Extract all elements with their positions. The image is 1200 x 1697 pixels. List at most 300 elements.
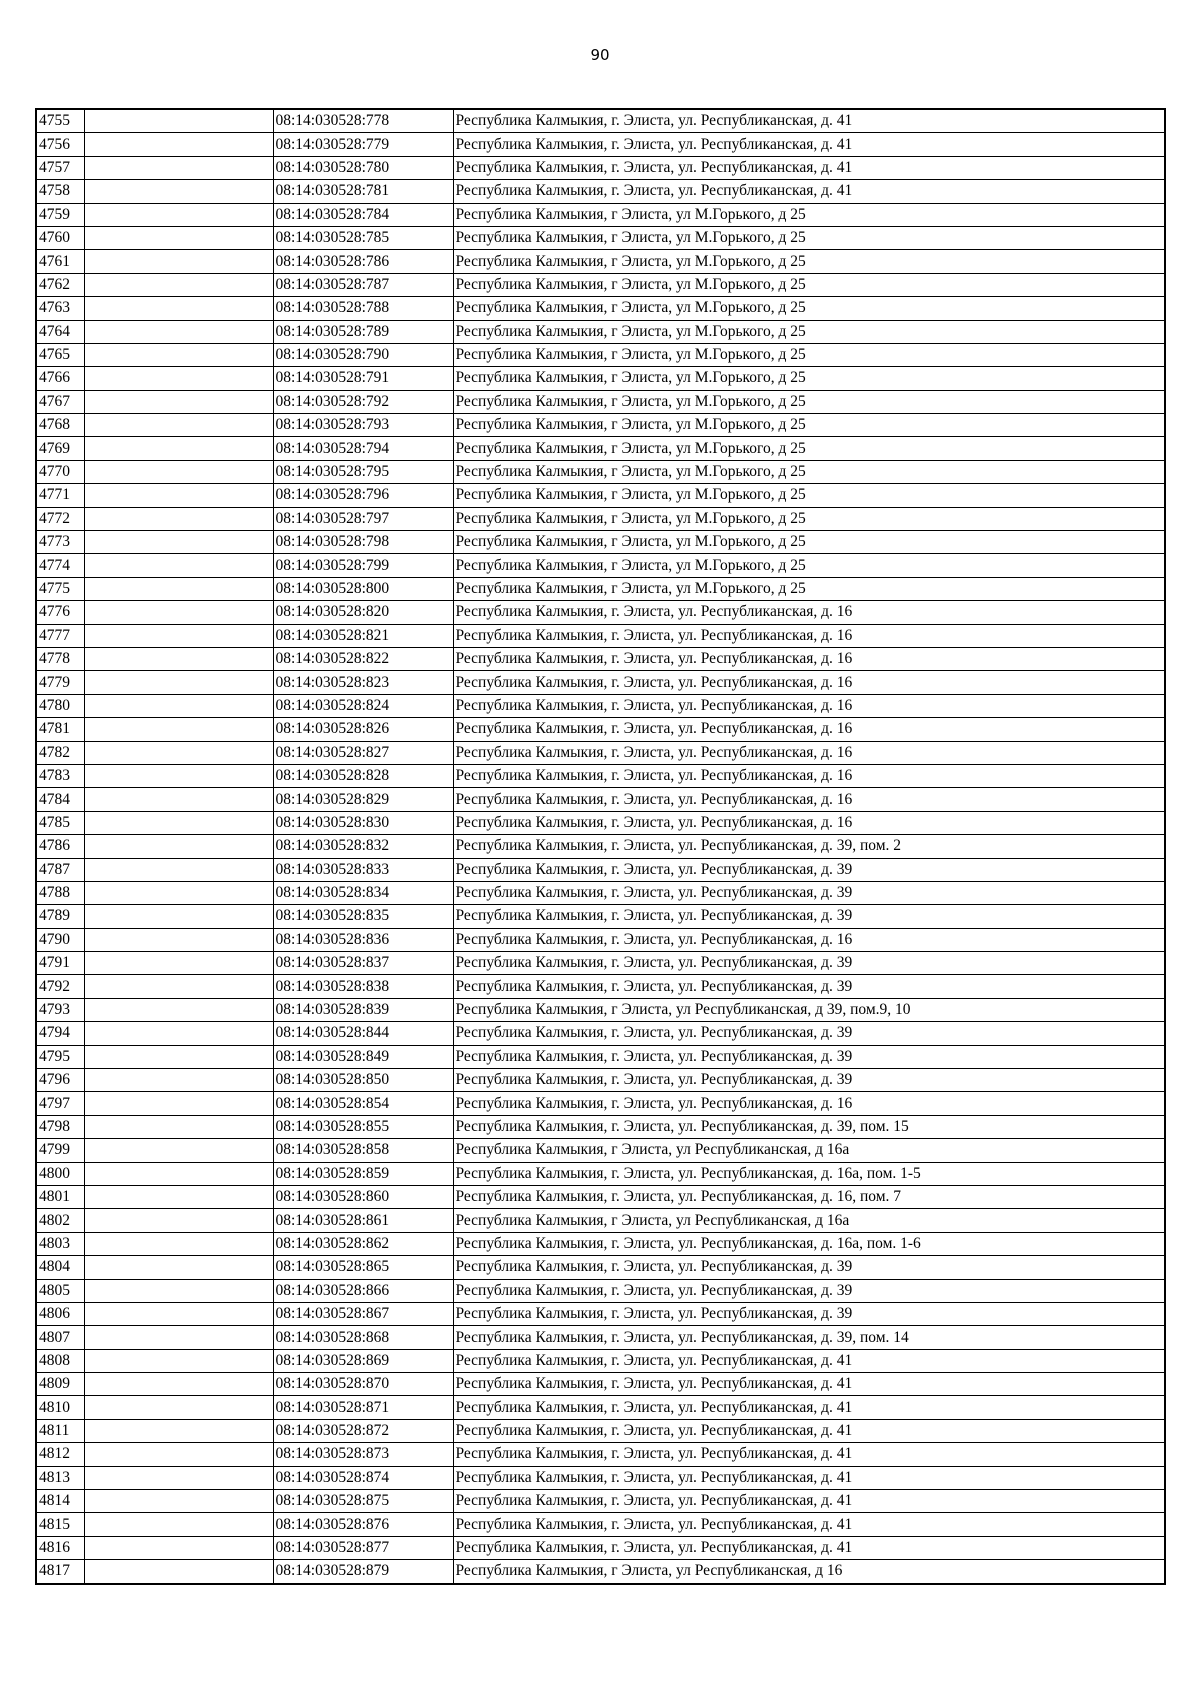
cadastral-number-cell: 08:14:030528:826: [273, 718, 453, 741]
cadastral-number-cell: 08:14:030528:820: [273, 601, 453, 624]
row-number-cell: 4773: [36, 531, 84, 554]
row-number-cell: 4788: [36, 881, 84, 904]
address-cell: Республика Калмыкия, г. Элиста, ул. Республиканская, д. 16: [453, 647, 1165, 670]
cadastral-number-cell: 08:14:030528:869: [273, 1349, 453, 1372]
table-row: [36, 437, 1165, 460]
row-number-cell: 4767: [36, 390, 84, 413]
row-number-cell: 4816: [36, 1536, 84, 1559]
blank-cell: [84, 437, 273, 460]
blank-cell: [84, 133, 273, 156]
blank-cell: [84, 390, 273, 413]
cadastral-number-cell: 08:14:030528:860: [273, 1185, 453, 1208]
blank-cell: [84, 109, 273, 133]
row-number-cell: 4793: [36, 998, 84, 1021]
row-number-cell: 4756: [36, 133, 84, 156]
row-number-cell: 4758: [36, 180, 84, 203]
address-cell: Республика Калмыкия, г Элиста, ул М.Горького, д 25: [453, 414, 1165, 437]
address-cell: Республика Калмыкия, г Элиста, ул М.Горького, д 25: [453, 484, 1165, 507]
cadastral-number-cell: 08:14:030528:858: [273, 1139, 453, 1162]
row-number-cell: 4791: [36, 952, 84, 975]
blank-cell: [84, 811, 273, 834]
address-cell: Республика Калмыкия, г. Элиста, ул. Республиканская, д. 39: [453, 952, 1165, 975]
cadastral-number-cell: 08:14:030528:838: [273, 975, 453, 998]
row-number-cell: 4785: [36, 811, 84, 834]
blank-cell: [84, 577, 273, 600]
blank-cell: [84, 1513, 273, 1536]
blank-cell: [84, 297, 273, 320]
row-number-cell: 4801: [36, 1185, 84, 1208]
table-row: [36, 764, 1165, 787]
blank-cell: [84, 1232, 273, 1255]
cadastral-number-cell: 08:14:030528:797: [273, 507, 453, 530]
address-cell: Республика Калмыкия, г. Элиста, ул. Республиканская, д. 41: [453, 1536, 1165, 1559]
row-number-cell: 4769: [36, 437, 84, 460]
table-row: [36, 694, 1165, 717]
row-number-cell: 4806: [36, 1302, 84, 1325]
row-number-cell: 4803: [36, 1232, 84, 1255]
row-number-cell: 4770: [36, 460, 84, 483]
row-number-cell: 4761: [36, 250, 84, 273]
table-row: [36, 343, 1165, 366]
table-row: [36, 320, 1165, 343]
registry-table: [35, 108, 1166, 1585]
blank-cell: [84, 694, 273, 717]
address-cell: Республика Калмыкия, г. Элиста, ул. Республиканская, д. 16: [453, 928, 1165, 951]
row-number-cell: 4813: [36, 1466, 84, 1489]
registry-table-body: [36, 109, 1165, 1584]
table-row: [36, 1536, 1165, 1559]
table-row: [36, 1490, 1165, 1513]
cadastral-number-cell: 08:14:030528:868: [273, 1326, 453, 1349]
cadastral-number-cell: 08:14:030528:792: [273, 390, 453, 413]
blank-cell: [84, 741, 273, 764]
cadastral-number-cell: 08:14:030528:781: [273, 180, 453, 203]
address-cell: Республика Калмыкия, г. Элиста, ул. Республиканская, д. 16: [453, 694, 1165, 717]
blank-cell: [84, 1536, 273, 1559]
table-row: [36, 1209, 1165, 1232]
blank-cell: [84, 507, 273, 530]
row-number-cell: 4779: [36, 671, 84, 694]
address-cell: Республика Калмыкия, г Элиста, ул М.Горького, д 25: [453, 343, 1165, 366]
row-number-cell: 4790: [36, 928, 84, 951]
table-row: [36, 1162, 1165, 1185]
cadastral-number-cell: 08:14:030528:800: [273, 577, 453, 600]
table-row: [36, 881, 1165, 904]
cadastral-number-cell: 08:14:030528:796: [273, 484, 453, 507]
blank-cell: [84, 1279, 273, 1302]
address-cell: Республика Калмыкия, г Элиста, ул М.Горького, д 25: [453, 367, 1165, 390]
table-row: [36, 577, 1165, 600]
table-row: [36, 998, 1165, 1021]
page-number: 90: [590, 46, 610, 64]
address-cell: Республика Калмыкия, г. Элиста, ул. Республиканская, д. 16а, пом. 1-5: [453, 1162, 1165, 1185]
address-cell: Республика Калмыкия, г. Элиста, ул. Республиканская, д. 41: [453, 1396, 1165, 1419]
cadastral-number-cell: 08:14:030528:794: [273, 437, 453, 460]
blank-cell: [84, 788, 273, 811]
cadastral-number-cell: 08:14:030528:822: [273, 647, 453, 670]
row-number-cell: 4762: [36, 273, 84, 296]
blank-cell: [84, 928, 273, 951]
row-number-cell: 4777: [36, 624, 84, 647]
blank-cell: [84, 718, 273, 741]
table-row: [36, 1326, 1165, 1349]
table-row: [36, 1560, 1165, 1584]
table-row: [36, 1256, 1165, 1279]
cadastral-number-cell: 08:14:030528:879: [273, 1560, 453, 1584]
cadastral-number-cell: 08:14:030528:862: [273, 1232, 453, 1255]
row-number-cell: 4778: [36, 647, 84, 670]
address-cell: Республика Калмыкия, г Элиста, ул Республиканская, д 16а: [453, 1209, 1165, 1232]
address-cell: Республика Калмыкия, г. Элиста, ул. Республиканская, д. 39: [453, 1022, 1165, 1045]
address-cell: Республика Калмыкия, г Элиста, ул М.Горького, д 25: [453, 507, 1165, 530]
table-row: [36, 484, 1165, 507]
cadastral-number-cell: 08:14:030528:836: [273, 928, 453, 951]
cadastral-number-cell: 08:14:030528:873: [273, 1443, 453, 1466]
table-row: [36, 975, 1165, 998]
blank-cell: [84, 554, 273, 577]
cadastral-number-cell: 08:14:030528:850: [273, 1069, 453, 1092]
address-cell: Республика Калмыкия, г. Элиста, ул. Республиканская, д. 41: [453, 1443, 1165, 1466]
blank-cell: [84, 1396, 273, 1419]
table-row: [36, 1232, 1165, 1255]
blank-cell: [84, 835, 273, 858]
row-number-cell: 4774: [36, 554, 84, 577]
cadastral-number-cell: 08:14:030528:785: [273, 226, 453, 249]
blank-cell: [84, 203, 273, 226]
row-number-cell: 4772: [36, 507, 84, 530]
row-number-cell: 4771: [36, 484, 84, 507]
address-cell: Республика Калмыкия, г Элиста, ул М.Горького, д 25: [453, 226, 1165, 249]
table-row: [36, 1115, 1165, 1138]
row-number-cell: 4811: [36, 1419, 84, 1442]
row-number-cell: 4760: [36, 226, 84, 249]
cadastral-number-cell: 08:14:030528:832: [273, 835, 453, 858]
cadastral-number-cell: 08:14:030528:877: [273, 1536, 453, 1559]
cadastral-number-cell: 08:14:030528:870: [273, 1373, 453, 1396]
address-cell: Республика Калмыкия, г. Элиста, ул. Республиканская, д. 39, пом. 15: [453, 1115, 1165, 1138]
table-row: [36, 718, 1165, 741]
blank-cell: [84, 1349, 273, 1372]
address-cell: Республика Калмыкия, г. Элиста, ул. Республиканская, д. 16: [453, 764, 1165, 787]
table-row: [36, 1466, 1165, 1489]
address-cell: Республика Калмыкия, г. Элиста, ул. Республиканская, д. 16: [453, 671, 1165, 694]
table-row: [36, 554, 1165, 577]
row-number-cell: 4805: [36, 1279, 84, 1302]
cadastral-number-cell: 08:14:030528:849: [273, 1045, 453, 1068]
blank-cell: [84, 273, 273, 296]
cadastral-number-cell: 08:14:030528:798: [273, 531, 453, 554]
row-number-cell: 4784: [36, 788, 84, 811]
row-number-cell: 4815: [36, 1513, 84, 1536]
blank-cell: [84, 881, 273, 904]
blank-cell: [84, 858, 273, 881]
address-cell: Республика Калмыкия, г Элиста, ул М.Горького, д 25: [453, 297, 1165, 320]
row-number-cell: 4797: [36, 1092, 84, 1115]
cadastral-number-cell: 08:14:030528:854: [273, 1092, 453, 1115]
table-row: [36, 297, 1165, 320]
row-number-cell: 4768: [36, 414, 84, 437]
blank-cell: [84, 180, 273, 203]
cadastral-number-cell: 08:14:030528:821: [273, 624, 453, 647]
cadastral-number-cell: 08:14:030528:844: [273, 1022, 453, 1045]
blank-cell: [84, 998, 273, 1021]
row-number-cell: 4766: [36, 367, 84, 390]
table-row: [36, 273, 1165, 296]
table-row: [36, 133, 1165, 156]
row-number-cell: 4802: [36, 1209, 84, 1232]
row-number-cell: 4800: [36, 1162, 84, 1185]
table-row: [36, 1092, 1165, 1115]
address-cell: Республика Калмыкия, г. Элиста, ул. Республиканская, д. 39: [453, 905, 1165, 928]
cadastral-number-cell: 08:14:030528:828: [273, 764, 453, 787]
blank-cell: [84, 671, 273, 694]
blank-cell: [84, 1490, 273, 1513]
address-cell: Республика Калмыкия, г Элиста, ул М.Горького, д 25: [453, 460, 1165, 483]
row-number-cell: 4807: [36, 1326, 84, 1349]
address-cell: Республика Калмыкия, г. Элиста, ул. Республиканская, д. 41: [453, 1349, 1165, 1372]
blank-cell: [84, 320, 273, 343]
address-cell: Республика Калмыкия, г. Элиста, ул. Республиканская, д. 39, пом. 14: [453, 1326, 1165, 1349]
table-row: [36, 180, 1165, 203]
table-row: [36, 1022, 1165, 1045]
cadastral-number-cell: 08:14:030528:859: [273, 1162, 453, 1185]
table-row: [36, 858, 1165, 881]
address-cell: Республика Калмыкия, г Элиста, ул М.Горького, д 25: [453, 203, 1165, 226]
cadastral-number-cell: 08:14:030528:876: [273, 1513, 453, 1536]
table-row: [36, 109, 1165, 133]
blank-cell: [84, 531, 273, 554]
row-number-cell: 4808: [36, 1349, 84, 1372]
address-cell: Республика Калмыкия, г. Элиста, ул. Республиканская, д. 16: [453, 624, 1165, 647]
table-row: [36, 250, 1165, 273]
cadastral-number-cell: 08:14:030528:823: [273, 671, 453, 694]
blank-cell: [84, 601, 273, 624]
address-cell: Республика Калмыкия, г Элиста, ул М.Горького, д 25: [453, 531, 1165, 554]
table-row: [36, 531, 1165, 554]
cadastral-number-cell: 08:14:030528:787: [273, 273, 453, 296]
address-cell: Республика Калмыкия, г. Элиста, ул. Республиканская, д. 41: [453, 1419, 1165, 1442]
cadastral-number-cell: 08:14:030528:779: [273, 133, 453, 156]
table-row: [36, 835, 1165, 858]
address-cell: Республика Калмыкия, г. Элиста, ул. Республиканская, д. 39: [453, 858, 1165, 881]
row-number-cell: 4780: [36, 694, 84, 717]
address-cell: Республика Калмыкия, г. Элиста, ул. Республиканская, д. 16: [453, 788, 1165, 811]
cadastral-number-cell: 08:14:030528:784: [273, 203, 453, 226]
address-cell: Республика Калмыкия, г. Элиста, ул. Республиканская, д. 41: [453, 1513, 1165, 1536]
blank-cell: [84, 484, 273, 507]
cadastral-number-cell: 08:14:030528:780: [273, 156, 453, 179]
cadastral-number-cell: 08:14:030528:790: [273, 343, 453, 366]
address-cell: Республика Калмыкия, г Элиста, ул Республиканская, д 39, пом.9, 10: [453, 998, 1165, 1021]
blank-cell: [84, 1069, 273, 1092]
cadastral-number-cell: 08:14:030528:865: [273, 1256, 453, 1279]
cadastral-number-cell: 08:14:030528:871: [273, 1396, 453, 1419]
blank-cell: [84, 414, 273, 437]
table-row: [36, 788, 1165, 811]
table-row: [36, 226, 1165, 249]
address-cell: Республика Калмыкия, г. Элиста, ул. Республиканская, д. 16, пом. 7: [453, 1185, 1165, 1208]
row-number-cell: 4795: [36, 1045, 84, 1068]
cadastral-number-cell: 08:14:030528:855: [273, 1115, 453, 1138]
table-row: [36, 390, 1165, 413]
address-cell: Республика Калмыкия, г. Элиста, ул. Республиканская, д. 41: [453, 133, 1165, 156]
row-number-cell: 4789: [36, 905, 84, 928]
cadastral-number-cell: 08:14:030528:829: [273, 788, 453, 811]
row-number-cell: 4796: [36, 1069, 84, 1092]
blank-cell: [84, 1185, 273, 1208]
blank-cell: [84, 156, 273, 179]
cadastral-number-cell: 08:14:030528:786: [273, 250, 453, 273]
table-row: [36, 1069, 1165, 1092]
blank-cell: [84, 624, 273, 647]
address-cell: Республика Калмыкия, г. Элиста, ул. Республиканская, д. 16: [453, 811, 1165, 834]
row-number-cell: 4757: [36, 156, 84, 179]
table-row: [36, 624, 1165, 647]
row-number-cell: 4804: [36, 1256, 84, 1279]
cadastral-number-cell: 08:14:030528:833: [273, 858, 453, 881]
blank-cell: [84, 1022, 273, 1045]
row-number-cell: 4809: [36, 1373, 84, 1396]
blank-cell: [84, 1560, 273, 1584]
address-cell: Республика Калмыкия, г Элиста, ул М.Горького, д 25: [453, 437, 1165, 460]
row-number-cell: 4775: [36, 577, 84, 600]
row-number-cell: 4776: [36, 601, 84, 624]
cadastral-number-cell: 08:14:030528:834: [273, 881, 453, 904]
row-number-cell: 4782: [36, 741, 84, 764]
table-row: [36, 1373, 1165, 1396]
cadastral-number-cell: 08:14:030528:789: [273, 320, 453, 343]
blank-cell: [84, 905, 273, 928]
address-cell: Республика Калмыкия, г Элиста, ул М.Горького, д 25: [453, 320, 1165, 343]
blank-cell: [84, 1092, 273, 1115]
row-number-cell: 4755: [36, 109, 84, 133]
row-number-cell: 4798: [36, 1115, 84, 1138]
address-cell: Республика Калмыкия, г Элиста, ул М.Горького, д 25: [453, 250, 1165, 273]
table-row: [36, 1045, 1165, 1068]
blank-cell: [84, 1373, 273, 1396]
blank-cell: [84, 1443, 273, 1466]
address-cell: Республика Калмыкия, г. Элиста, ул. Республиканская, д. 16: [453, 741, 1165, 764]
cadastral-number-cell: 08:14:030528:827: [273, 741, 453, 764]
table-row: [36, 928, 1165, 951]
table-row: [36, 460, 1165, 483]
cadastral-number-cell: 08:14:030528:839: [273, 998, 453, 1021]
row-number-cell: 4812: [36, 1443, 84, 1466]
address-cell: Республика Калмыкия, г Элиста, ул М.Горького, д 25: [453, 273, 1165, 296]
table-row: [36, 367, 1165, 390]
address-cell: Республика Калмыкия, г Элиста, ул Республиканская, д 16: [453, 1560, 1165, 1584]
row-number-cell: 4783: [36, 764, 84, 787]
blank-cell: [84, 250, 273, 273]
blank-cell: [84, 1139, 273, 1162]
row-number-cell: 4781: [36, 718, 84, 741]
row-number-cell: 4817: [36, 1560, 84, 1584]
blank-cell: [84, 764, 273, 787]
address-cell: Республика Калмыкия, г. Элиста, ул. Республиканская, д. 41: [453, 1490, 1165, 1513]
address-cell: Республика Калмыкия, г. Элиста, ул. Республиканская, д. 39: [453, 975, 1165, 998]
blank-cell: [84, 1045, 273, 1068]
address-cell: Республика Калмыкия, г. Элиста, ул. Республиканская, д. 39: [453, 1045, 1165, 1068]
table-row: [36, 1349, 1165, 1372]
blank-cell: [84, 1419, 273, 1442]
address-cell: Республика Калмыкия, г. Элиста, ул. Республиканская, д. 39: [453, 1256, 1165, 1279]
row-number-cell: 4759: [36, 203, 84, 226]
row-number-cell: 4786: [36, 835, 84, 858]
cadastral-number-cell: 08:14:030528:867: [273, 1302, 453, 1325]
cadastral-number-cell: 08:14:030528:837: [273, 952, 453, 975]
table-row: [36, 203, 1165, 226]
table-row: [36, 1139, 1165, 1162]
address-cell: Республика Калмыкия, г. Элиста, ул. Республиканская, д. 41: [453, 1466, 1165, 1489]
address-cell: Республика Калмыкия, г. Элиста, ул. Республиканская, д. 39, пом. 2: [453, 835, 1165, 858]
address-cell: Республика Калмыкия, г. Элиста, ул. Республиканская, д. 39: [453, 1302, 1165, 1325]
blank-cell: [84, 1256, 273, 1279]
cadastral-number-cell: 08:14:030528:788: [273, 297, 453, 320]
table-row: [36, 156, 1165, 179]
table-row: [36, 1419, 1165, 1442]
address-cell: Республика Калмыкия, г Элиста, ул М.Горького, д 25: [453, 554, 1165, 577]
blank-cell: [84, 1209, 273, 1232]
blank-cell: [84, 226, 273, 249]
address-cell: Республика Калмыкия, г. Элиста, ул. Республиканская, д. 16а, пом. 1-6: [453, 1232, 1165, 1255]
table-row: [36, 1513, 1165, 1536]
table-row: [36, 671, 1165, 694]
row-number-cell: 4787: [36, 858, 84, 881]
cadastral-number-cell: 08:14:030528:799: [273, 554, 453, 577]
address-cell: Республика Калмыкия, г. Элиста, ул. Республиканская, д. 16: [453, 718, 1165, 741]
address-cell: Республика Калмыкия, г. Элиста, ул. Республиканская, д. 41: [453, 1373, 1165, 1396]
table-row: [36, 952, 1165, 975]
table-row: [36, 905, 1165, 928]
cadastral-number-cell: 08:14:030528:861: [273, 1209, 453, 1232]
address-cell: Республика Калмыкия, г. Элиста, ул. Республиканская, д. 41: [453, 109, 1165, 133]
blank-cell: [84, 1162, 273, 1185]
address-cell: Республика Калмыкия, г Элиста, ул М.Горького, д 25: [453, 390, 1165, 413]
cadastral-number-cell: 08:14:030528:795: [273, 460, 453, 483]
blank-cell: [84, 367, 273, 390]
address-cell: Республика Калмыкия, г. Элиста, ул. Республиканская, д. 41: [453, 156, 1165, 179]
row-number-cell: 4810: [36, 1396, 84, 1419]
row-number-cell: 4765: [36, 343, 84, 366]
row-number-cell: 4792: [36, 975, 84, 998]
table-row: [36, 1279, 1165, 1302]
blank-cell: [84, 647, 273, 670]
table-row: [36, 601, 1165, 624]
address-cell: Республика Калмыкия, г. Элиста, ул. Республиканская, д. 39: [453, 1069, 1165, 1092]
address-cell: Республика Калмыкия, г Элиста, ул Республиканская, д 16а: [453, 1139, 1165, 1162]
table-row: [36, 741, 1165, 764]
blank-cell: [84, 952, 273, 975]
blank-cell: [84, 1326, 273, 1349]
blank-cell: [84, 975, 273, 998]
blank-cell: [84, 1466, 273, 1489]
row-number-cell: 4763: [36, 297, 84, 320]
row-number-cell: 4794: [36, 1022, 84, 1045]
table-row: [36, 1443, 1165, 1466]
cadastral-number-cell: 08:14:030528:778: [273, 109, 453, 133]
cadastral-number-cell: 08:14:030528:791: [273, 367, 453, 390]
address-cell: Республика Калмыкия, г. Элиста, ул. Республиканская, д. 39: [453, 881, 1165, 904]
cadastral-number-cell: 08:14:030528:835: [273, 905, 453, 928]
cadastral-number-cell: 08:14:030528:793: [273, 414, 453, 437]
blank-cell: [84, 460, 273, 483]
row-number-cell: 4814: [36, 1490, 84, 1513]
cadastral-number-cell: 08:14:030528:872: [273, 1419, 453, 1442]
table-row: [36, 414, 1165, 437]
table-row: [36, 507, 1165, 530]
address-cell: Республика Калмыкия, г. Элиста, ул. Республиканская, д. 16: [453, 1092, 1165, 1115]
table-row: [36, 1396, 1165, 1419]
